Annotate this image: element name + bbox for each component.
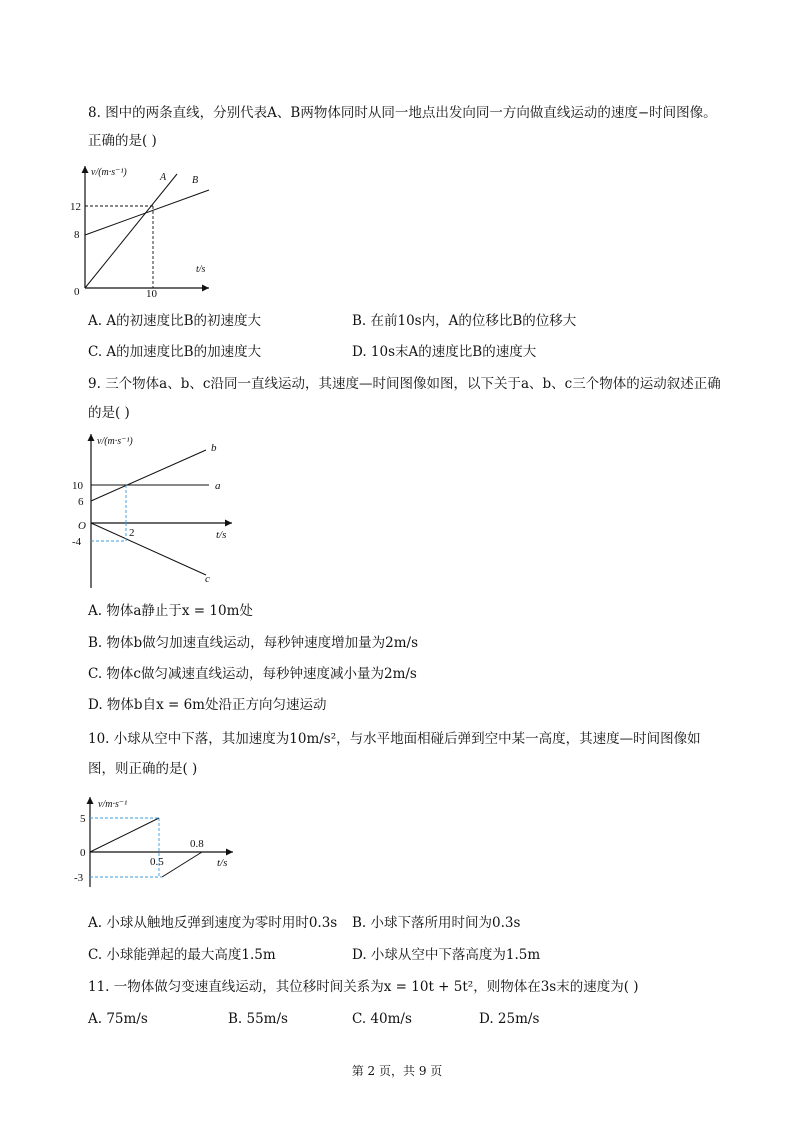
q9-option-b[interactable]: B. 物体b做匀加速直线运动，每秒钟速度增加量为2m/s bbox=[88, 635, 419, 651]
q10-number: 10. bbox=[88, 731, 110, 747]
q8-option-a[interactable]: A. A的初速度比B的初速度大 bbox=[88, 313, 262, 329]
q10-option-a[interactable]: A. 小球从触地反弹到速度为零时用时0.3s bbox=[88, 915, 338, 931]
q9-stem-line1 bbox=[88, 375, 721, 393]
q8-line-label-a: A bbox=[160, 172, 167, 183]
q9-line-c bbox=[91, 523, 206, 575]
q8-number: 8. bbox=[88, 105, 101, 121]
q8-line-a bbox=[85, 174, 177, 288]
q10-option-d[interactable]: D. 小球从空中下落高度为1.5m bbox=[352, 947, 541, 963]
q10-x-tick-05: 0.5 bbox=[150, 856, 164, 868]
page-footer: 第 2 页，共 9 页 bbox=[351, 1064, 443, 1078]
q9-y-tick-10: 10 bbox=[72, 480, 83, 492]
q10-y-axis-label: v/m·s⁻¹ bbox=[98, 799, 128, 810]
q9-line-label-c: c bbox=[205, 573, 210, 585]
q9-option-d[interactable]: D. 物体b自x = 6m处沿正方向匀速运动 bbox=[88, 697, 327, 713]
q8-stem-line1 bbox=[88, 104, 717, 122]
q10-y-tick-neg3: -3 bbox=[74, 872, 84, 884]
q10-stem-line1 bbox=[88, 730, 701, 748]
q9-y-tick-neg4: -4 bbox=[72, 536, 82, 548]
q10-origin-label: 0 bbox=[80, 847, 86, 859]
q9-number: 9. bbox=[88, 376, 101, 392]
q8-stem-line2: 正确的是( ) bbox=[88, 133, 157, 149]
q9-y-tick-6: 6 bbox=[78, 496, 84, 508]
q10-stem-text: 小球从空中下落，其加速度为10m/s²，与水平地面相碰后弹到空中某一高度，其速度—时间图像如 bbox=[113, 731, 701, 747]
q8-y-tick-12: 12 bbox=[70, 201, 81, 213]
q8-x-axis-label: t/s bbox=[196, 264, 206, 275]
q9-x-axis-label: t/s bbox=[216, 529, 227, 541]
q11-number: 11. bbox=[88, 979, 110, 995]
q10-y-tick-5: 5 bbox=[80, 813, 86, 825]
q9-y-axis-label: v/(m·s⁻¹) bbox=[97, 436, 133, 447]
q8-y-axis-label: v/(m·s⁻¹) bbox=[91, 167, 127, 178]
q9-origin-label: O bbox=[78, 520, 86, 532]
q9-figure bbox=[64, 428, 244, 598]
q11-option-b[interactable]: B. 55m/s bbox=[228, 1011, 288, 1027]
q8-stem-text: 图中的两条直线，分别代表A、B两物体同时从同一地点出发向同一方向做直线运动的速度−时间图像。 bbox=[105, 105, 717, 121]
q10-line-fall bbox=[90, 818, 159, 852]
q9-option-a[interactable]: A. 物体a静止于x = 10m处 bbox=[88, 603, 253, 619]
q8-option-b[interactable]: B. 在前10s内，A的位移比B的位移大 bbox=[352, 313, 577, 329]
q9-line-label-b: b bbox=[211, 442, 217, 454]
q8-figure bbox=[64, 160, 224, 300]
q11-option-a[interactable]: A. 75m/s bbox=[88, 1011, 148, 1027]
q11-stem-text: 一物体做匀变速直线运动，其位移时间关系为x = 10t + 5t²，则物体在3s末的速度为( ) bbox=[113, 979, 639, 995]
q9-x-tick-2: 2 bbox=[129, 527, 135, 539]
q10-figure bbox=[68, 792, 248, 892]
q8-line-label-b: B bbox=[192, 175, 199, 186]
q9-option-c[interactable]: C. 物体c做匀减速直线运动，每秒钟速度减小量为2m/s bbox=[88, 666, 417, 682]
q10-stem-line2: 图，则正确的是( ) bbox=[88, 761, 198, 777]
q11-stem-line1 bbox=[88, 978, 639, 996]
q10-x-tick-08: 0.8 bbox=[190, 838, 204, 850]
q8-option-c[interactable]: C. A的加速度比B的加速度大 bbox=[88, 344, 262, 360]
q11-option-c[interactable]: C. 40m/s bbox=[352, 1011, 412, 1027]
q8-option-d[interactable]: D. 10s末A的速度比B的速度大 bbox=[352, 344, 537, 360]
q8-origin-label: 0 bbox=[74, 286, 80, 298]
q10-option-b[interactable]: B. 小球下落所用时间为0.3s bbox=[352, 915, 521, 931]
q10-x-axis-label: t/s bbox=[217, 857, 228, 869]
q10-line-rise bbox=[162, 852, 202, 877]
q9-line-label-a: a bbox=[215, 480, 221, 492]
q9-line-b bbox=[91, 450, 206, 501]
q9-stem-text: 三个物体a、b、c沿同一直线运动，其速度—时间图像如图，以下关于a、b、c三个物体的运动叙述正确 bbox=[105, 376, 721, 392]
q8-y-tick-8: 8 bbox=[74, 229, 80, 241]
q8-x-tick-10: 10 bbox=[146, 288, 157, 300]
q10-option-c[interactable]: C. 小球能弹起的最大高度1.5m bbox=[88, 947, 276, 963]
q9-stem-line2: 的是( ) bbox=[88, 405, 130, 421]
q11-option-d[interactable]: D. 25m/s bbox=[479, 1011, 540, 1027]
q8-line-b bbox=[85, 190, 209, 235]
